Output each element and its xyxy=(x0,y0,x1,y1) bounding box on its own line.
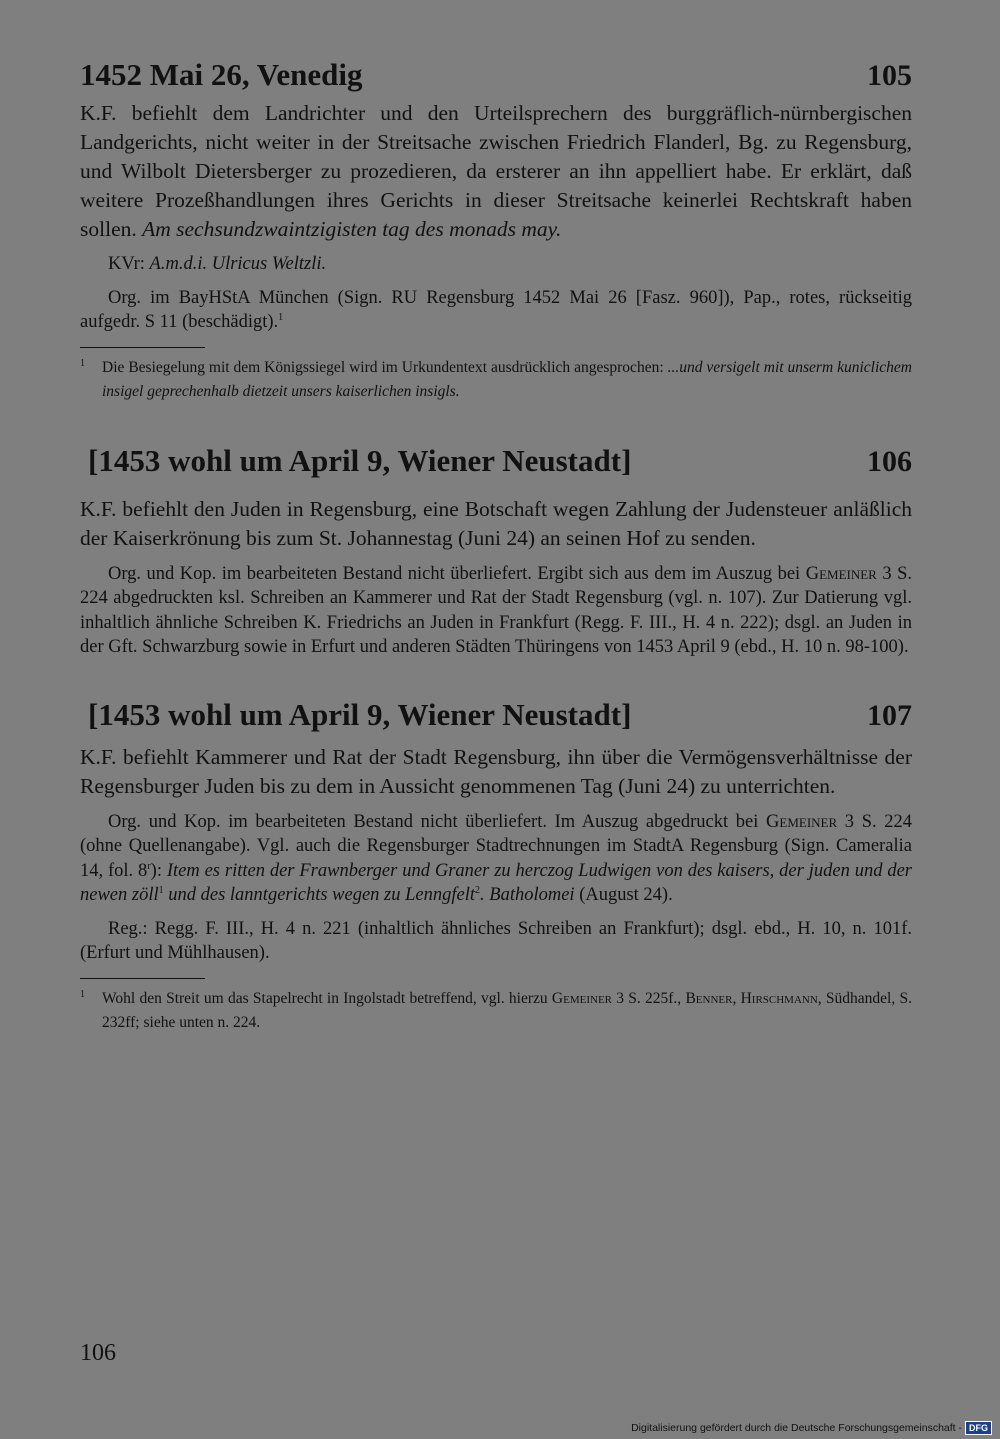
original-note: Org. und Kop. im bearbeiteten Bestand nicht überliefert. Ergibt sich aus dem im Auszug bei Gemeiner 3 S. 224 abgedruckten ksl. Schreiben an Kammerer und Rat der Stadt Regensburg (vgl. n. 107). Zur Datierung vgl. inhaltlich ähnliche Schreiben K. Friedrichs an Juden in Frankfurt (Regg. F. III., H. 4 n. 222); dsgl. an Juden in der Gft. Schwarzburg sowie in Erfurt und anderen Städten Thüringens von 1453 April 9 (ebd., H. 10 n. 98-100). xyxy=(80,563,912,657)
entry-106 xyxy=(80,442,912,660)
original-note: Org. im BayHStA München (Sign. RU Regensburg 1452 Mai 26 [Fasz. 960]), Pap., rotes, rückseitig aufgedr. S 11 (beschädigt).$^1$ xyxy=(80,287,912,332)
entry-heading xyxy=(80,696,912,735)
entry-date-place: [1453 wohl um April 9, Wiener Neustadt] xyxy=(88,442,632,478)
original-note: Org. und Kop. im bearbeiteten Bestand nicht überliefert. Im Auszug abgedruckt bei Gemeiner 3 S. 224 (ohne Quellenangabe). Vgl. auch die Regensburger Stadtrechnungen im StadtA Regensburg (Sign. Cameralia 14, fol. 8$^r$): Item es ritten der Frawnberger und Graner zu herczog Ludwigen von des kaisers, der juden und der newen zöll$^1$ und des lanntgerichts wegen zu Lenngfelt$^2$. Batholomei (August 24). xyxy=(80,811,912,905)
entry-heading xyxy=(80,56,912,95)
kvr-note: KVr: A.m.d.i. Ulricus Weltzli. xyxy=(108,254,327,274)
dfg-notice-text: Digitalisierung gefördert durch die Deutsche Forschungsgemeinschaft - xyxy=(631,1422,962,1434)
page-number: 106 xyxy=(80,1340,116,1366)
regest-text: K.F. befiehlt dem Landrichter und den Urteilsprechern des burggräflich-nürnbergischen Landgerichts, nicht weiter in der Streitsache zwischen Friedrich Flanderl, Bg. zu Regensburg, und Wilbolt Dietersberger zu prozedieren, da ersterer an ihn appelliert habe. Er erklärt, daß weitere Prozeßhandlungen ihres Gerichts in dieser Streitsache keinerlei Rechtskraft haben sollen. Am sechsundzwaintzigisten tag des monads may. xyxy=(80,101,912,241)
document-page xyxy=(80,56,912,1035)
regest-text: K.F. befiehlt Kammerer und Rat der Stadt Regensburg, ihn über die Vermögensverhältnisse der Regensburger Juden bis zu dem in Aussicht genommenen Tag (Juni 24) zu unterrichten. xyxy=(80,744,912,798)
entry-heading xyxy=(80,442,912,481)
entry-105 xyxy=(80,56,912,404)
dfg-funding-notice xyxy=(631,1421,992,1435)
entry-number: 107 xyxy=(867,698,912,732)
regest-reference-note: Reg.: Regg. F. III., H. 4 n. 221 (inhaltlich ähnliches Schreiben an Frankfurt); dsgl. ebd., H. 10, n. 101f. (Erfurt und Mühlhausen). xyxy=(80,918,912,963)
footnote-ref: 1 xyxy=(278,311,284,323)
entry-number: 106 xyxy=(867,444,912,478)
entry-107 xyxy=(80,696,912,1035)
footnote-divider xyxy=(80,347,205,348)
dfg-logo: DFG xyxy=(965,1421,992,1435)
entry-date-place: 1452 Mai 26, Venedig xyxy=(80,57,363,92)
regest-text: K.F. befiehlt den Juden in Regensburg, eine Botschaft wegen Zahlung der Judensteuer anläßlich der Kaiserkrönung bis zum St. Johannestag (Juni 24) an seinen Hof zu senden. xyxy=(80,496,912,550)
footnote: $^1$ Die Besiegelung mit dem Königssiegel wird im Urkundentext ausdrücklich angesprochen: ...und versigelt mit unserm kuniclichem insigel geprechenhalb dietzeit unsers kaiserlichen insigls. xyxy=(80,357,912,400)
entry-date-place: [1453 wohl um April 9, Wiener Neustadt] xyxy=(88,696,632,732)
entry-number: 105 xyxy=(867,59,912,92)
footnote-divider xyxy=(80,978,205,979)
footnote-mark: 1 xyxy=(80,988,85,1000)
footnote: $^1$ Wohl den Streit um das Stapelrecht in Ingolstadt betreffend, vgl. hierzu Gemeiner 3 S. 225f., Benner, Hirschmann, Südhandel, S. 232ff; siehe unten n. 224. xyxy=(80,988,912,1031)
footnote-mark: 1 xyxy=(80,357,85,369)
